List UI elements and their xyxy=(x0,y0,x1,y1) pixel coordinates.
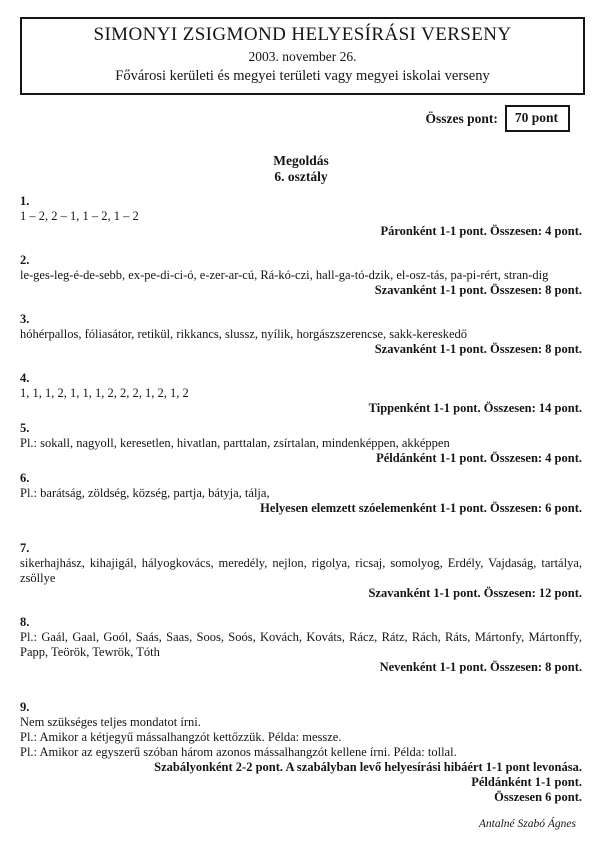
section-1 xyxy=(20,194,582,239)
competition-header-box xyxy=(20,17,585,95)
section-9 xyxy=(20,700,582,805)
section-points-line: Szavanként 1-1 pont. Összesen: 8 pont. xyxy=(374,283,582,297)
solution-title: Megoldás xyxy=(273,153,329,168)
section-answer: Pl.: barátság, zöldség, község, partja, bátyja, tálja, xyxy=(20,486,270,500)
section-7 xyxy=(20,541,582,601)
total-score-value-box: 70 pont xyxy=(505,105,570,132)
section-answer: Pl.: Gaál, Gaal, Goól, Saás, Saas, Soos, Soós, Kovách, Kováts, Rácz, Rátz, Rách, Ráts, Mártonfy, Mártonffy, Papp, Teörök, Tewrök, Tóth xyxy=(20,630,582,659)
section-points-line: Szavanként 1-1 pont. Összesen: 12 pont. xyxy=(368,586,582,600)
section-answer: le-ges-leg-é-de-sebb, ex-pe-di-ci-ó, e-zer-ar-cú, Rá-kó-czi, hall-ga-tó-dzik, el-osz-tás, pa-pi-rért, stran-dig xyxy=(20,268,549,282)
section-example-line: Pl.: Amikor a kétjegyű mássalhangzót kettőzzük. Példa: messze. xyxy=(20,730,342,744)
competition-date: 2003. november 26. xyxy=(248,49,357,64)
section-answer: 1, 1, 1, 2, 1, 1, 1, 2, 2, 2, 1, 2, 1, 2 xyxy=(20,386,189,400)
section-points-line: Összesen 6 pont. xyxy=(494,790,582,804)
section-note-line: Nem szükséges teljes mondatot írni. xyxy=(20,715,201,729)
section-points-line: Tippenként 1-1 pont. Összesen: 14 pont. xyxy=(368,401,582,415)
total-score-label: Összes pont: xyxy=(425,110,498,126)
section-number: 8. xyxy=(20,615,30,629)
section-number: 7. xyxy=(20,541,30,555)
section-points-line: Páronként 1-1 pont. Összesen: 4 pont. xyxy=(380,224,582,238)
section-answer: sikerhajhász, kihajigál, hályogkovács, meredély, nejlon, rigolya, ricsaj, somolyog, Erdély, Vajdaság, tartálya, zsöllye xyxy=(20,556,582,585)
section-6 xyxy=(20,471,582,516)
section-3 xyxy=(20,312,582,357)
solution-grade: 6. osztály xyxy=(274,169,328,184)
section-points-line: Szavanként 1-1 pont. Összesen: 8 pont. xyxy=(374,342,582,356)
section-2 xyxy=(20,253,582,298)
section-8 xyxy=(20,615,582,675)
section-points-line: Nevenként 1-1 pont. Összesen: 8 pont. xyxy=(379,660,582,674)
section-number: 1. xyxy=(20,194,30,208)
section-4 xyxy=(20,371,582,416)
author-signature: Antalné Szabó Ágnes xyxy=(478,818,576,830)
section-points-line: Szabályonként 2-2 pont. A szabályban levő helyesírási hibáért 1-1 pont levonása. xyxy=(154,760,582,774)
section-5 xyxy=(20,421,582,466)
section-number: 3. xyxy=(20,312,30,326)
competition-title: SIMONYI ZSIGMOND HELYESÍRÁSI VERSENY xyxy=(93,24,512,45)
section-answer: 1 – 2, 2 – 1, 1 – 2, 1 – 2 xyxy=(20,209,139,223)
competition-subtitle: Fővárosi kerületi és megyei területi vagy megyei iskolai verseny xyxy=(115,68,490,84)
total-score-row xyxy=(20,105,570,132)
section-example-line: Pl.: Amikor az egyszerű szóban három azonos mássalhangzót kellene írni. Példa: tollal. xyxy=(20,745,457,759)
section-number: 9. xyxy=(20,700,30,714)
section-points-line: Példánként 1-1 pont. xyxy=(471,775,582,789)
section-points-line: Helyesen elemzett szóelemenként 1-1 pont. Összesen: 6 pont. xyxy=(260,501,582,515)
section-number: 6. xyxy=(20,471,30,485)
solution-heading xyxy=(20,153,582,185)
section-number: 5. xyxy=(20,421,30,435)
section-number: 4. xyxy=(20,371,30,385)
section-answer: Pl.: sokall, nagyoll, keresetlen, hivatlan, parttalan, zsírtalan, mindenképpen, akképpen xyxy=(20,436,450,450)
section-number: 2. xyxy=(20,253,30,267)
section-points-line: Példánként 1-1 pont. Összesen: 4 pont. xyxy=(376,451,582,465)
section-answer: hóhérpallos, fóliasátor, retikül, rikkancs, slussz, nyílik, horgászszerencse, sakk-kereskedő xyxy=(20,327,468,341)
